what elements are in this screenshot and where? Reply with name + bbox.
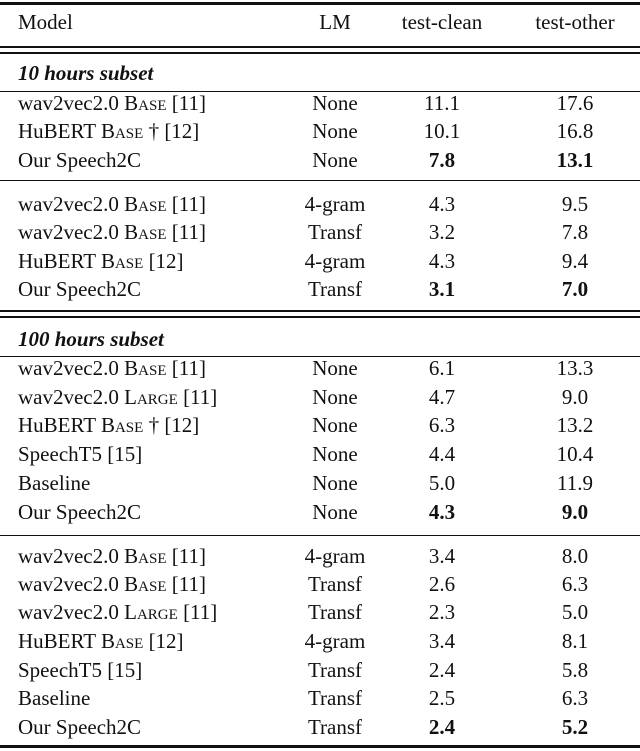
model-variant: Base	[100, 629, 144, 653]
table-row	[0, 684, 640, 712]
table-row	[0, 117, 640, 145]
lm-cell: Transf	[307, 686, 363, 710]
header-test-other: test-other	[535, 10, 615, 34]
test-other-cell: 5.2	[561, 715, 589, 739]
model-name-part: [12]	[143, 249, 184, 273]
test-other-cell: 6.3	[561, 686, 589, 710]
test-other-cell: 7.8	[561, 220, 589, 244]
test-clean-cell: 4.7	[428, 385, 456, 409]
test-other-cell: 9.0	[561, 385, 589, 409]
test-other-cell: 9.0	[561, 500, 589, 524]
model-name	[18, 117, 199, 145]
test-clean-cell: 10.1	[423, 119, 461, 143]
model-name	[18, 247, 184, 275]
header-test-clean: test-clean	[401, 10, 483, 34]
test-clean-cell: 2.3	[428, 600, 456, 624]
test-clean-cell: 2.6	[428, 572, 456, 596]
table-row	[0, 627, 640, 655]
test-clean-cell: 7.8	[428, 148, 456, 172]
model-name-part: Baseline	[18, 686, 91, 710]
table-row	[0, 275, 640, 303]
model-name	[18, 570, 206, 598]
model-name	[18, 218, 206, 246]
test-other-cell: 17.6	[556, 91, 594, 115]
model-name	[18, 146, 141, 174]
table-row	[0, 498, 640, 526]
model-name	[18, 354, 206, 382]
model-variant: Large	[124, 385, 178, 409]
test-other-cell: 8.0	[561, 544, 589, 568]
header-row	[0, 8, 640, 36]
model-variant: Base	[100, 413, 144, 437]
table-rule	[0, 316, 640, 318]
lm-cell: 4-gram	[304, 192, 366, 216]
model-name-part: [11]	[166, 192, 206, 216]
model-name-part: † [12]	[143, 119, 200, 143]
model-name-part: HuBERT	[18, 249, 101, 273]
test-clean-cell: 2.4	[428, 658, 456, 682]
lm-cell: None	[312, 471, 358, 495]
model-name	[18, 411, 199, 439]
model-name-part: wav2vec2.0	[18, 600, 125, 624]
lm-cell: None	[312, 413, 358, 437]
lm-cell: None	[312, 356, 358, 380]
model-name	[18, 275, 141, 303]
test-clean-cell: 3.1	[428, 277, 456, 301]
section-title: 100 hours subset	[18, 327, 164, 351]
model-name-part: wav2vec2.0	[18, 544, 125, 568]
model-name-part: † [12]	[143, 413, 200, 437]
table-row	[0, 190, 640, 218]
model-name	[18, 190, 206, 218]
table-row	[0, 411, 640, 439]
test-other-cell: 13.2	[556, 413, 594, 437]
table-row	[0, 570, 640, 598]
test-other-cell: 8.1	[561, 629, 589, 653]
table-rule	[0, 745, 640, 748]
lm-cell: None	[312, 442, 358, 466]
model-name-part: HuBERT	[18, 629, 101, 653]
table-row	[0, 469, 640, 497]
test-clean-cell: 4.4	[428, 442, 456, 466]
model-name	[18, 440, 142, 468]
lm-cell: 4-gram	[304, 249, 366, 273]
lm-cell: 4-gram	[304, 544, 366, 568]
table-row	[0, 218, 640, 246]
model-variant: Base	[124, 544, 167, 568]
table-rule	[0, 46, 640, 48]
model-name-part: [11]	[166, 91, 206, 115]
header-model: Model	[18, 10, 73, 34]
model-name	[18, 656, 142, 684]
model-variant: Base	[124, 572, 167, 596]
model-variant: Base	[124, 192, 167, 216]
test-clean-cell: 4.3	[428, 249, 456, 273]
model-name-part: Our Speech2C	[18, 715, 142, 739]
model-variant: Base	[100, 249, 144, 273]
test-other-cell: 13.1	[556, 148, 594, 172]
test-clean-cell: 6.1	[428, 356, 456, 380]
model-name-part: wav2vec2.0	[18, 192, 125, 216]
test-other-cell: 13.3	[556, 356, 594, 380]
section-title-row	[0, 325, 640, 353]
table-rule	[0, 52, 640, 54]
test-clean-cell: 2.5	[428, 686, 456, 710]
model-name	[18, 89, 206, 117]
lm-cell: None	[312, 500, 358, 524]
lm-cell: None	[312, 91, 358, 115]
table-rule	[0, 310, 640, 312]
model-name-part: Our Speech2C	[18, 500, 142, 524]
model-name	[18, 627, 184, 655]
test-clean-cell: 4.3	[428, 192, 456, 216]
model-name-part: wav2vec2.0	[18, 572, 125, 596]
model-variant: Base	[124, 220, 167, 244]
test-other-cell: 10.4	[556, 442, 594, 466]
model-variant: Base	[124, 91, 167, 115]
lm-cell: None	[312, 385, 358, 409]
test-clean-cell: 3.4	[428, 544, 456, 568]
test-other-cell: 5.8	[561, 658, 589, 682]
model-name	[18, 684, 90, 712]
test-clean-cell: 6.3	[428, 413, 456, 437]
table-row	[0, 440, 640, 468]
lm-cell: Transf	[307, 600, 363, 624]
model-name	[18, 598, 217, 626]
model-name-part: [11]	[177, 600, 218, 624]
table-row	[0, 354, 640, 382]
test-other-cell: 9.4	[561, 249, 589, 273]
lm-cell: 4-gram	[304, 629, 366, 653]
table-row	[0, 247, 640, 275]
test-clean-cell: 2.4	[428, 715, 456, 739]
table-row	[0, 598, 640, 626]
test-clean-cell: 3.4	[428, 629, 456, 653]
model-name-part: wav2vec2.0	[18, 220, 125, 244]
test-other-cell: 11.9	[557, 471, 593, 495]
table-row	[0, 89, 640, 117]
lm-cell: None	[312, 148, 358, 172]
test-clean-cell: 11.1	[424, 91, 460, 115]
header-lm: LM	[319, 10, 351, 34]
model-name-part: HuBERT	[18, 119, 101, 143]
lm-cell: Transf	[307, 277, 363, 301]
section-title-row	[0, 59, 640, 87]
model-name	[18, 498, 141, 526]
model-name	[18, 469, 90, 497]
model-name-part: [11]	[166, 544, 206, 568]
model-name-part: HuBERT	[18, 413, 101, 437]
model-name	[18, 383, 217, 411]
model-name-part: Our Speech2C	[18, 277, 142, 301]
section-title: 10 hours subset	[18, 61, 154, 85]
model-name-part: [11]	[166, 220, 206, 244]
model-variant: Base	[124, 356, 167, 380]
test-other-cell: 16.8	[556, 119, 594, 143]
test-clean-cell: 3.2	[428, 220, 456, 244]
model-name-part: wav2vec2.0	[18, 91, 125, 115]
model-name-part: [12]	[143, 629, 184, 653]
table-rule	[0, 535, 640, 536]
lm-cell: Transf	[307, 658, 363, 682]
model-name-part: SpeechT5 [15]	[18, 442, 143, 466]
model-name-part: [11]	[166, 356, 206, 380]
test-other-cell: 6.3	[561, 572, 589, 596]
table-rule	[0, 180, 640, 181]
table-row	[0, 713, 640, 741]
model-name-part: [11]	[166, 572, 206, 596]
model-name-part: wav2vec2.0	[18, 356, 125, 380]
model-name-part: wav2vec2.0	[18, 385, 125, 409]
lm-cell: Transf	[307, 715, 363, 739]
model-variant: Base	[100, 119, 144, 143]
test-other-cell: 9.5	[561, 192, 589, 216]
test-other-cell: 5.0	[561, 600, 589, 624]
model-name-part: Our Speech2C	[18, 148, 142, 172]
lm-cell: None	[312, 119, 358, 143]
table-row	[0, 146, 640, 174]
lm-cell: Transf	[307, 220, 363, 244]
table-row	[0, 383, 640, 411]
table-row	[0, 656, 640, 684]
test-clean-cell: 4.3	[428, 500, 456, 524]
table-rule	[0, 2, 640, 5]
table-row	[0, 542, 640, 570]
lm-cell: Transf	[307, 572, 363, 596]
model-name-part: Baseline	[18, 471, 91, 495]
model-name	[18, 542, 206, 570]
model-name-part: [11]	[177, 385, 218, 409]
model-variant: Large	[124, 600, 178, 624]
model-name-part: SpeechT5 [15]	[18, 658, 143, 682]
test-clean-cell: 5.0	[428, 471, 456, 495]
test-other-cell: 7.0	[561, 277, 589, 301]
model-name	[18, 713, 141, 741]
